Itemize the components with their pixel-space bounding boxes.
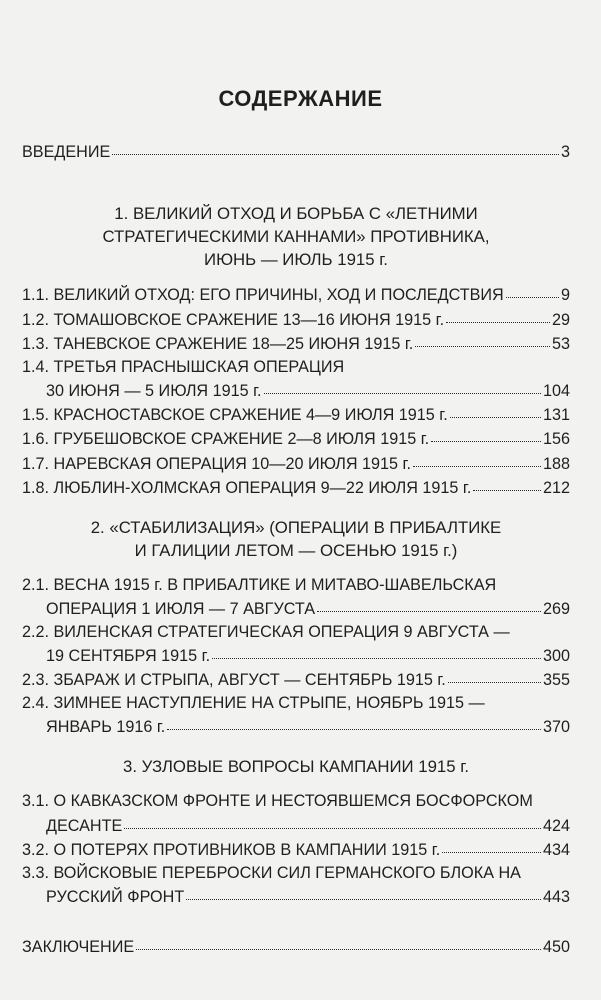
dot-leader — [450, 401, 541, 418]
toc-entry-label: 2.4. ЗИМНЕЕ НАСТУПЛЕНИЕ НА СТРЫПЕ, НОЯБРЬ 1915 — — [22, 694, 485, 713]
toc-entry-label: 3.3. ВОЙСКОВЫЕ ПЕРЕБРОСКИ СИЛ ГЕРМАНСКОГО БЛОКА НА — [22, 863, 521, 882]
dot-leader — [112, 138, 559, 155]
toc-entry-page: 188 — [542, 454, 570, 473]
toc-entry-label: 1.4. ТРЕТЬЯ ПРАСНЫШСКАЯ ОПЕРАЦИЯ — [22, 357, 345, 376]
toc-entry-label: 3.1. О КАВКАЗСКОМ ФРОНТЕ И НЕСТОЯВШЕМСЯ БОСФОРСКОМ — [22, 792, 533, 811]
toc-entry — [22, 403, 570, 427]
toc-entry-page: 131 — [542, 406, 570, 425]
toc-entry-label: 1.1. ВЕЛИКИЙ ОТХОД: ЕГО ПРИЧИНЫ, ХОД И ПОСЛЕДСТВИЯ — [22, 286, 504, 305]
table-of-contents — [22, 140, 570, 959]
section-heading-line: 2. «СТАБИЛИЗАЦИЯ» (ОПЕРАЦИИ В ПРИБАЛТИКЕ — [90, 517, 502, 537]
toc-entry-intro — [22, 140, 570, 164]
toc-entry-page: 269 — [542, 599, 570, 618]
page-title: СОДЕРЖАНИЕ — [218, 86, 383, 111]
toc-entry-label: ВВЕДЕНИЕ — [22, 143, 111, 162]
dot-leader — [167, 713, 541, 730]
toc-entry-label-cont: 30 ИЮНЯ — 5 ИЮЛЯ 1915 г. — [46, 381, 262, 400]
toc-entry — [22, 307, 570, 331]
toc-entry-page: 29 — [551, 310, 570, 329]
toc-entry-page: 434 — [542, 840, 570, 859]
toc-entry-label: 2.2. ВИЛЕНСКАЯ СТРАТЕГИЧЕСКАЯ ОПЕРАЦИЯ 9 АВГУСТА — — [22, 622, 510, 641]
dot-leader — [212, 642, 541, 659]
section-heading-part2 — [22, 516, 570, 562]
toc-entry-label: 1.8. ЛЮБЛИН-ХОЛМСКАЯ ОПЕРАЦИЯ 9—22 ИЮЛЯ 1915 г. — [22, 478, 472, 497]
dot-leader — [124, 811, 541, 828]
toc-entry — [22, 427, 570, 451]
toc-entry — [22, 332, 570, 356]
dot-leader — [431, 425, 541, 442]
dot-leader — [448, 666, 541, 683]
dot-leader — [415, 330, 550, 347]
dot-leader — [186, 883, 541, 900]
toc-entry-label-cont: РУССКИЙ ФРОНТ — [46, 888, 185, 906]
toc-entry-label-cont: 19 СЕНТЯБРЯ 1915 г. — [46, 647, 211, 666]
section-heading-line: ИЮНЬ — ИЮЛЬ 1915 г. — [204, 250, 388, 270]
dot-leader — [264, 377, 541, 394]
toc-entry-page: 3 — [560, 143, 570, 162]
toc-entry — [22, 283, 570, 307]
toc-entry-label: 1.5. КРАСНОСТАВСКОЕ СРАЖЕНИЕ 4—9 ИЮЛЯ 1915 г. — [22, 406, 448, 425]
toc-entry — [22, 692, 570, 739]
toc-entry — [22, 574, 570, 621]
toc-entry-label: 3.2. О ПОТЕРЯХ ПРОТИВНИКОВ В КАМПАНИИ 1915 г. — [22, 840, 441, 859]
toc-entry — [22, 621, 570, 668]
dot-leader — [317, 595, 541, 612]
toc-entry — [22, 862, 570, 909]
section-heading-part1 — [22, 202, 570, 271]
toc-entry-page: 355 — [542, 671, 570, 690]
dot-leader — [473, 474, 541, 491]
dot-leader — [442, 836, 541, 853]
toc-entry-page: 212 — [542, 478, 570, 497]
toc-entry-page: 300 — [542, 647, 570, 666]
toc-entry-conclusion — [22, 935, 570, 959]
toc-entry-page: 156 — [542, 430, 570, 449]
toc-entry-label-cont: ЯНВАРЬ 1916 г. — [46, 718, 166, 737]
toc-entry — [22, 476, 570, 500]
toc-entry-page: 450 — [542, 938, 570, 957]
toc-entry-page: 424 — [542, 816, 570, 835]
toc-entry-label-cont: ДЕСАНТЕ — [46, 816, 123, 835]
toc-entry-label: 1.7. НАРЕВСКАЯ ОПЕРАЦИЯ 10—20 ИЮЛЯ 1915 г. — [22, 454, 411, 473]
toc-entry-page: 443 — [542, 888, 570, 906]
section-heading-line: 3. УЗЛОВЫЕ ВОПРОСЫ КАМПАНИИ 1915 г. — [123, 757, 469, 777]
toc-entry — [22, 790, 570, 837]
toc-entry — [22, 356, 570, 403]
toc-entry-label: 2.1. ВЕСНА 1915 г. В ПРИБАЛТИКЕ И МИТАВО-ШАВЕЛЬСКАЯ — [22, 575, 497, 594]
toc-entry — [22, 451, 570, 475]
dot-leader — [506, 281, 559, 298]
toc-entry-page: 104 — [542, 381, 570, 400]
toc-entry-label: 1.6. ГРУБЕШОВСКОЕ СРАЖЕНИЕ 2—8 ИЮЛЯ 1915 г. — [22, 430, 430, 449]
dot-leader — [413, 449, 541, 466]
toc-entry-page: 53 — [551, 334, 570, 353]
dot-leader — [136, 933, 541, 950]
section-heading-line: И ГАЛИЦИИ ЛЕТОМ — ОСЕНЬЮ 1915 г.) — [134, 540, 458, 560]
toc-entry-page: 370 — [542, 718, 570, 737]
section-heading-line: 1. ВЕЛИКИЙ ОТХОД И БОРЬБА С «ЛЕТНИМИ — [114, 204, 478, 224]
toc-entry-label: 2.3. ЗБАРАЖ И СТРЫПА, АВГУСТ — СЕНТЯБРЬ 1915 г. — [22, 671, 446, 690]
toc-entry-label: 1.3. ТАНЕВСКОЕ СРАЖЕНИЕ 18—25 ИЮНЯ 1915 г. — [22, 334, 414, 353]
toc-entry-label: ЗАКЛЮЧЕНИЕ — [22, 938, 135, 957]
toc-entry — [22, 838, 570, 862]
toc-entry — [22, 668, 570, 692]
section-heading-line: СТРАТЕГИЧЕСКИМИ КАННАМИ» ПРОТИВНИКА, — [102, 227, 490, 247]
toc-entry-label: 1.2. ТОМАШОВСКОЕ СРАЖЕНИЕ 13—16 ИЮНЯ 1915 г. — [22, 310, 445, 329]
toc-entry-label-cont: ОПЕРАЦИЯ 1 ИЮЛЯ — 7 АВГУСТА — [46, 599, 316, 618]
toc-entry-page: 9 — [560, 286, 570, 305]
dot-leader — [446, 305, 550, 322]
section-heading-part3 — [22, 755, 570, 778]
